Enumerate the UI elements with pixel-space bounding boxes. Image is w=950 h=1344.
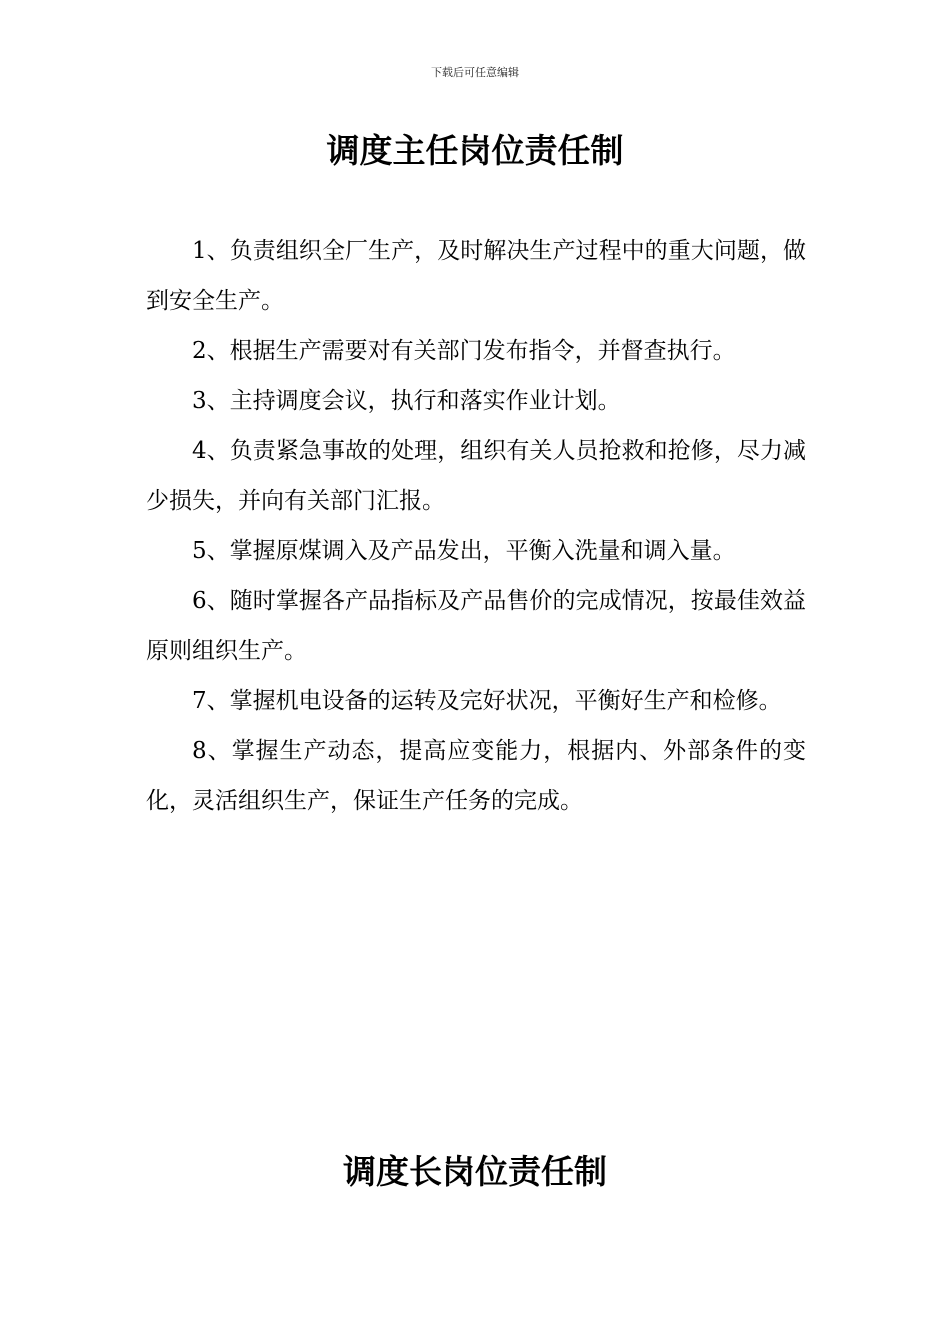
clause-1: 1、负责组织全厂生产，及时解决生产过程中的重大问题，做到安全生产。 [146, 238, 806, 314]
section-title-dispatch-director: 调度主任岗位责任制 [326, 131, 624, 170]
clause-7: 7、掌握机电设备的运转及完好状况，平衡好生产和检修。 [192, 688, 782, 714]
clause-2: 2、根据生产需要对有关部门发布指令，并督查执行。 [192, 338, 736, 364]
page-header-note: 下载后可任意编辑 [431, 66, 519, 79]
clause-5: 5、掌握原煤调入及产品发出，平衡入洗量和调入量。 [192, 538, 736, 564]
clause-4: 4、负责紧急事故的处理，组织有关人员抢救和抢修，尽力减少损失，并向有关部门汇报。 [146, 438, 806, 514]
section-title-dispatch-chief: 调度长岗位责任制 [343, 1152, 607, 1191]
clause-3: 3、主持调度会议，执行和落实作业计划。 [192, 388, 621, 414]
responsibility-list [146, 226, 806, 826]
clause-8: 8、掌握生产动态，提高应变能力，根据内、外部条件的变化，灵活组织生产，保证生产任务的完成。 [146, 738, 806, 814]
clause-6: 6、随时掌握各产品指标及产品售价的完成情况，按最佳效益原则组织生产。 [146, 588, 806, 664]
